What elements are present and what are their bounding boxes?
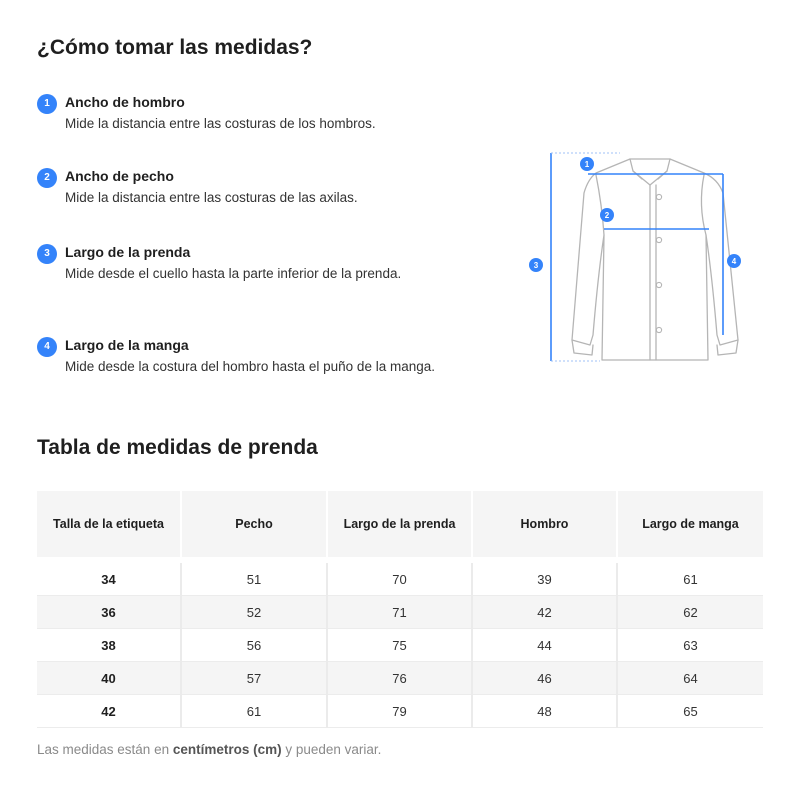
step-number-badge: 2 xyxy=(37,168,57,188)
step-title: Largo de la prenda xyxy=(65,244,191,260)
size-cell: 38 xyxy=(37,629,181,662)
step-description: Mide la distancia entre las costuras de los hombros. xyxy=(65,116,376,131)
size-cell: 34 xyxy=(37,560,181,596)
size-cell: 40 xyxy=(37,662,181,695)
shoulder-cell: 42 xyxy=(472,596,617,629)
garment-length-cell: 71 xyxy=(327,596,472,629)
marker-3: 3 xyxy=(533,261,539,270)
shoulder-cell: 48 xyxy=(472,695,617,728)
sleeve-length-cell: 64 xyxy=(617,662,763,695)
footnote-prefix: Las medidas están en xyxy=(37,742,173,757)
step-number-badge: 3 xyxy=(37,244,57,264)
garment-length-cell: 75 xyxy=(327,629,472,662)
sleeve-length-cell: 61 xyxy=(617,560,763,596)
shoulder-cell: 39 xyxy=(472,560,617,596)
step-title: Ancho de pecho xyxy=(65,168,174,184)
measurement-lines xyxy=(551,153,723,361)
measurement-guides xyxy=(551,153,620,361)
table-header-row xyxy=(37,491,763,560)
column-header-sleeve-length: Largo de manga xyxy=(617,491,763,560)
column-header-shoulder: Hombro xyxy=(472,491,617,560)
shoulder-cell: 46 xyxy=(472,662,617,695)
column-header-size-label: Talla de la etiqueta xyxy=(37,491,181,560)
sleeve-length-cell: 65 xyxy=(617,695,763,728)
step-number-badge: 4 xyxy=(37,337,57,357)
marker-4: 4 xyxy=(731,257,737,266)
sleeve-length-cell: 63 xyxy=(617,629,763,662)
shirt-measurement-diagram xyxy=(520,145,760,370)
chest-cell: 56 xyxy=(181,629,327,662)
size-table xyxy=(37,491,763,728)
column-header-chest: Pecho xyxy=(181,491,327,560)
step-number-badge: 1 xyxy=(37,94,57,114)
garment-length-cell: 76 xyxy=(327,662,472,695)
table-row xyxy=(37,662,763,695)
chest-cell: 52 xyxy=(181,596,327,629)
marker-2: 2 xyxy=(604,211,610,220)
units-footnote xyxy=(37,742,381,757)
step-description: Mide desde la costura del hombro hasta el puño de la manga. xyxy=(65,359,435,374)
shirt-icon xyxy=(572,159,738,360)
step-title: Largo de la manga xyxy=(65,337,189,353)
footnote-suffix: y pueden variar. xyxy=(281,742,382,757)
step-description: Mide la distancia entre las costuras de las axilas. xyxy=(65,190,358,205)
chest-cell: 51 xyxy=(181,560,327,596)
marker-1: 1 xyxy=(584,160,590,169)
size-cell: 36 xyxy=(37,596,181,629)
garment-length-cell: 70 xyxy=(327,560,472,596)
shirt-buttons xyxy=(656,194,661,332)
size-table-title: Tabla de medidas de prenda xyxy=(37,436,318,459)
step-title: Ancho de hombro xyxy=(65,94,185,110)
chest-cell: 57 xyxy=(181,662,327,695)
shoulder-cell: 44 xyxy=(472,629,617,662)
table-row xyxy=(37,596,763,629)
sleeve-length-cell: 62 xyxy=(617,596,763,629)
footnote-units: centímetros (cm) xyxy=(172,742,282,757)
table-row xyxy=(37,629,763,662)
size-cell: 42 xyxy=(37,695,181,728)
chest-cell: 61 xyxy=(181,695,327,728)
step-description: Mide desde el cuello hasta la parte inferior de la prenda. xyxy=(65,266,402,281)
column-header-garment-length: Largo de la prenda xyxy=(327,491,472,560)
table-row xyxy=(37,560,763,596)
page-title: ¿Cómo tomar las medidas? xyxy=(37,36,313,59)
garment-length-cell: 79 xyxy=(327,695,472,728)
table-row xyxy=(37,695,763,728)
